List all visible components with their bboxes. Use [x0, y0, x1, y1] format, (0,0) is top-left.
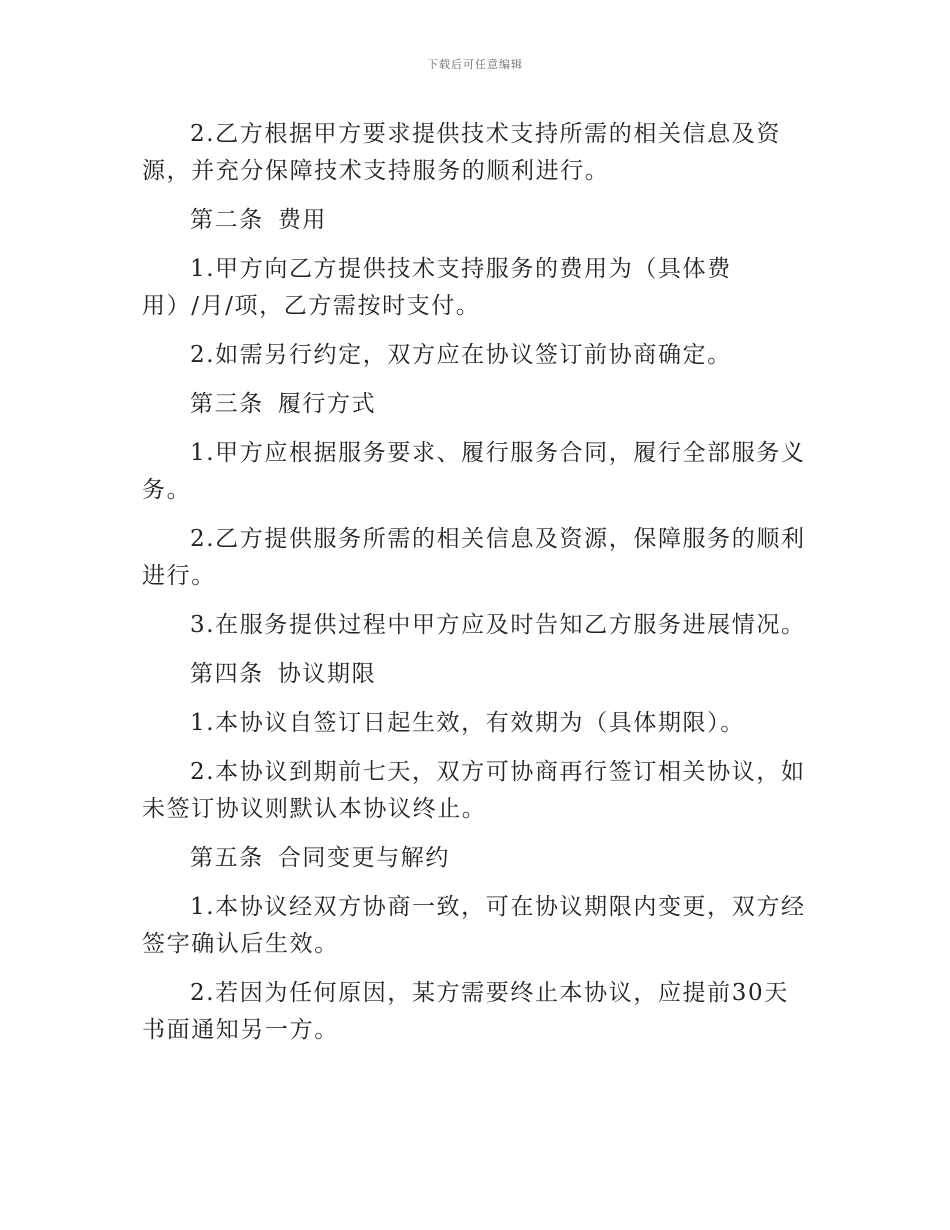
paragraph-line: 1.本协议经双方协商一致，可在协议期限内变更，双方经 [190, 894, 806, 920]
paragraph-line: 进行。 [142, 563, 216, 589]
paragraph-line: 1.本协议自签订日起生效，有效期为（具体期限）。 [190, 710, 745, 736]
article-number: 第二条 [190, 207, 264, 233]
article-number: 第四条 [190, 661, 264, 687]
paragraph-line: 2.若因为任何原因，某方需要终止本协议，应提前30天 [190, 980, 789, 1006]
document-body [142, 116, 806, 1061]
clause-paragraph [142, 337, 806, 386]
clause-paragraph [142, 521, 806, 607]
clause-paragraph [142, 251, 806, 337]
page-header: 下载后可任意编辑 [427, 58, 523, 71]
article-number: 第五条 [190, 845, 264, 871]
paragraph-line: 1.甲方应根据服务要求、履行服务合同，履行全部服务义 [190, 440, 806, 466]
paragraph-line: 书面通知另一方。 [142, 1017, 339, 1043]
paragraph-line: 2.如需另行约定，双方应在协议签订前协商确定。 [190, 342, 732, 368]
clause-paragraph [142, 705, 806, 754]
article-heading [142, 656, 806, 705]
article-title: 合同变更与解约 [277, 845, 451, 871]
clause-paragraph [142, 116, 806, 202]
paragraph-line: 用）/月/项，乙方需按时支付。 [142, 293, 481, 319]
paragraph-line: 3.在服务提供过程中甲方应及时告知乙方服务进展情况。 [190, 612, 806, 638]
clause-paragraph [142, 975, 806, 1061]
clause-paragraph [142, 607, 806, 656]
article-title: 费用 [277, 207, 328, 233]
paragraph-line: 2.本协议到期前七天，双方可协商再行签订相关协议，如 [190, 759, 806, 785]
article-number: 第三条 [190, 391, 264, 417]
paragraph-line: 务。 [142, 477, 192, 503]
article-heading [142, 840, 806, 889]
paragraph-line: 签字确认后生效。 [142, 931, 339, 957]
article-heading [142, 386, 806, 435]
article-heading [142, 202, 806, 251]
paragraph-line: 源，并充分保障技术支持服务的顺利进行。 [142, 158, 610, 184]
paragraph-line: 未签订协议则默认本协议终止。 [142, 796, 487, 822]
clause-paragraph [142, 435, 806, 521]
paragraph-line: 1.甲方向乙方提供技术支持服务的费用为（具体费 [190, 256, 732, 282]
clause-paragraph [142, 754, 806, 840]
paragraph-line: 2.乙方根据甲方要求提供技术支持所需的相关信息及资 [190, 121, 781, 147]
article-title: 履行方式 [277, 391, 377, 417]
article-title: 协议期限 [277, 661, 377, 687]
clause-paragraph [142, 889, 806, 975]
paragraph-line: 2.乙方提供服务所需的相关信息及资源，保障服务的顺利 [190, 526, 806, 552]
